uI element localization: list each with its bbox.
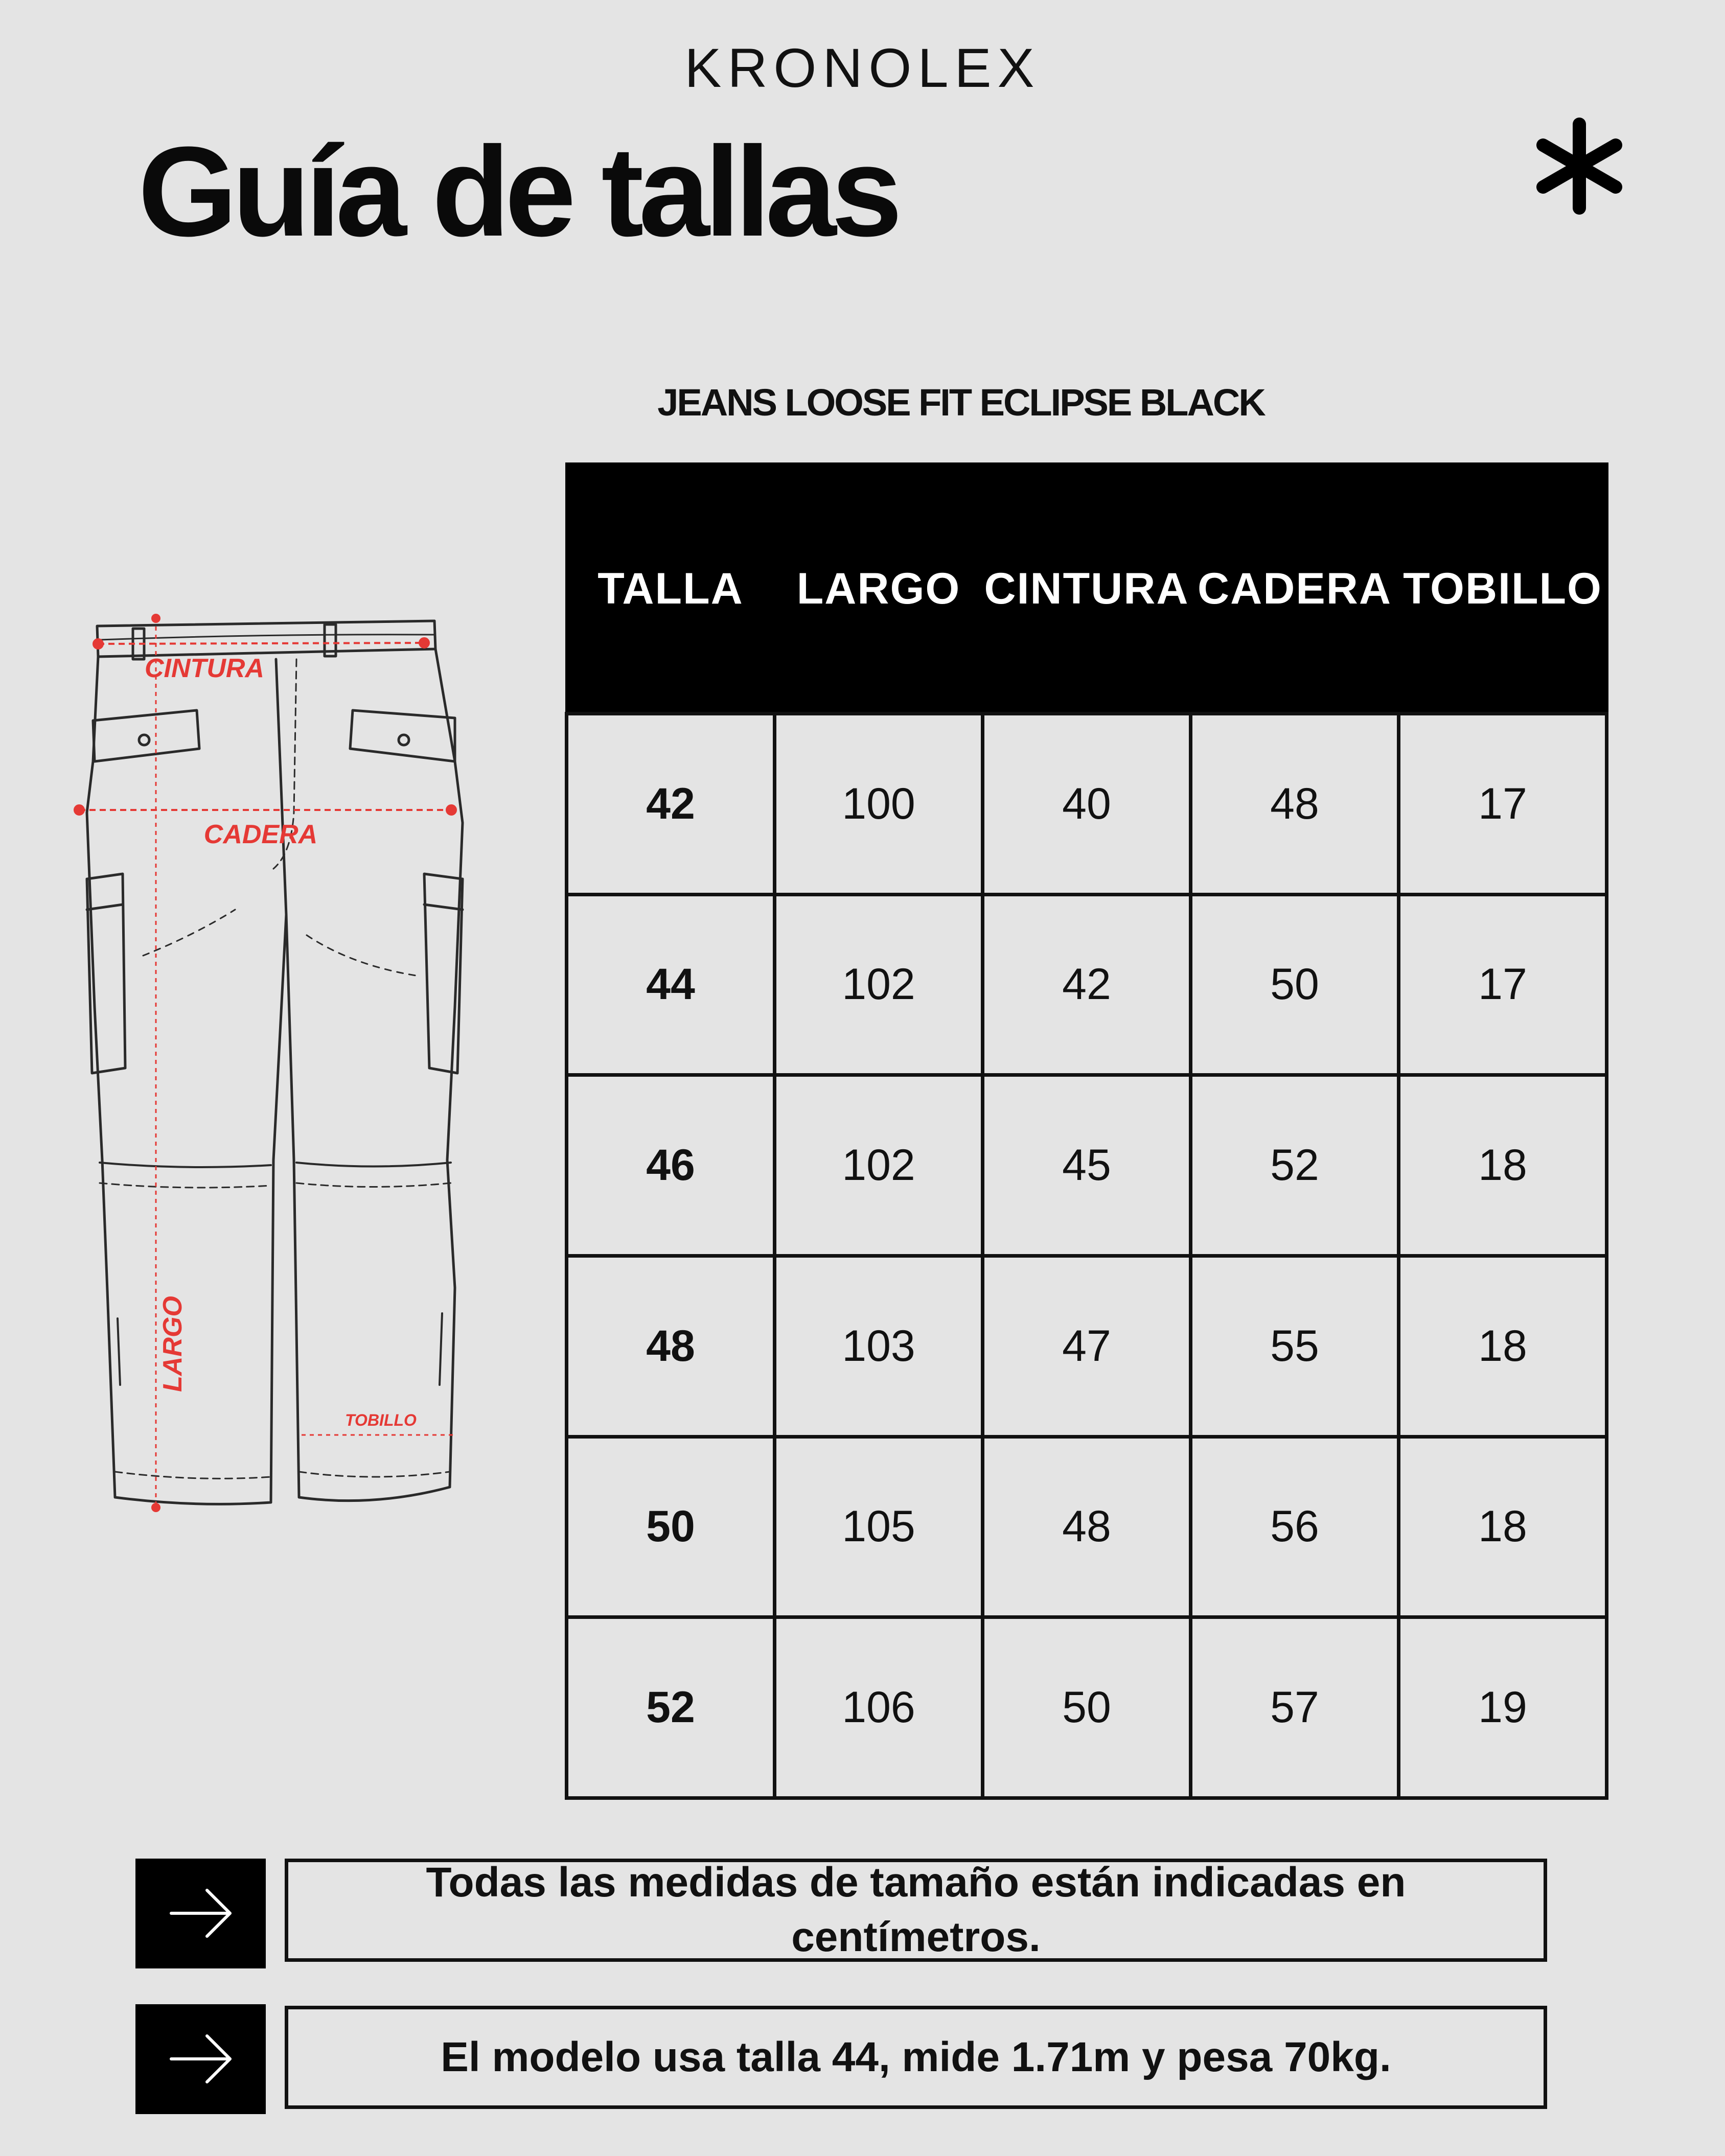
cell-cintura: 47 bbox=[983, 1256, 1191, 1436]
cell-talla: 50 bbox=[567, 1436, 775, 1617]
cell-talla: 44 bbox=[567, 894, 775, 1075]
cell-cadera: 50 bbox=[1191, 894, 1399, 1075]
product-name: JEANS LOOSE FIT ECLIPSE BLACK bbox=[657, 381, 1264, 424]
cell-cintura: 42 bbox=[983, 894, 1191, 1075]
arrow-right-icon bbox=[135, 2004, 266, 2114]
cell-largo: 100 bbox=[775, 714, 983, 895]
asterisk-icon bbox=[1528, 115, 1630, 217]
cell-largo: 102 bbox=[775, 894, 983, 1075]
size-table bbox=[565, 462, 1608, 1800]
table-header-row bbox=[567, 464, 1607, 714]
table-row bbox=[567, 1256, 1607, 1436]
cell-cintura: 45 bbox=[983, 1075, 1191, 1256]
header-cintura: CINTURA bbox=[983, 464, 1191, 714]
table-row bbox=[567, 1436, 1607, 1617]
cell-cintura: 50 bbox=[983, 1617, 1191, 1798]
cell-tobillo: 17 bbox=[1399, 894, 1607, 1075]
header-tobillo: TOBILLO bbox=[1399, 464, 1607, 714]
cell-talla: 46 bbox=[567, 1075, 775, 1256]
table-row bbox=[567, 894, 1607, 1075]
header-largo: LARGO bbox=[775, 464, 983, 714]
cell-cadera: 48 bbox=[1191, 714, 1399, 895]
label-tobillo: TOBILLO bbox=[345, 1411, 417, 1429]
table-row bbox=[567, 1075, 1607, 1256]
cell-tobillo: 18 bbox=[1399, 1256, 1607, 1436]
cell-tobillo: 19 bbox=[1399, 1617, 1607, 1798]
cell-cadera: 55 bbox=[1191, 1256, 1399, 1436]
cell-largo: 106 bbox=[775, 1617, 983, 1798]
cell-cintura: 48 bbox=[983, 1436, 1191, 1617]
label-cintura: CINTURA bbox=[145, 654, 264, 683]
label-cadera: CADERA bbox=[203, 820, 318, 849]
header-talla: TALLA bbox=[567, 464, 775, 714]
cell-talla: 42 bbox=[567, 714, 775, 895]
note-units: Todas las medidas de tamaño están indicadas en centímetros. bbox=[285, 1859, 1547, 1962]
cell-tobillo: 18 bbox=[1399, 1436, 1607, 1617]
label-largo: LARGO bbox=[158, 1296, 188, 1392]
cell-cadera: 56 bbox=[1191, 1436, 1399, 1617]
cell-tobillo: 17 bbox=[1399, 714, 1607, 895]
cell-talla: 52 bbox=[567, 1617, 775, 1798]
cell-largo: 102 bbox=[775, 1075, 983, 1256]
cell-cadera: 57 bbox=[1191, 1617, 1399, 1798]
table-row bbox=[567, 1617, 1607, 1798]
cell-largo: 105 bbox=[775, 1436, 983, 1617]
pants-illustration bbox=[66, 608, 475, 1513]
table-row bbox=[567, 714, 1607, 895]
note-model: El modelo usa talla 44, mide 1.71m y pesa 70kg. bbox=[285, 2006, 1547, 2109]
arrow-right-icon bbox=[135, 1859, 266, 1968]
header-cadera: CADERA bbox=[1191, 464, 1399, 714]
cell-tobillo: 18 bbox=[1399, 1075, 1607, 1256]
cell-talla: 48 bbox=[567, 1256, 775, 1436]
cell-cintura: 40 bbox=[983, 714, 1191, 895]
brand-logo: KRONOLEX bbox=[684, 37, 1041, 99]
page-title: Guía de tallas bbox=[138, 120, 898, 263]
cell-cadera: 52 bbox=[1191, 1075, 1399, 1256]
cell-largo: 103 bbox=[775, 1256, 983, 1436]
